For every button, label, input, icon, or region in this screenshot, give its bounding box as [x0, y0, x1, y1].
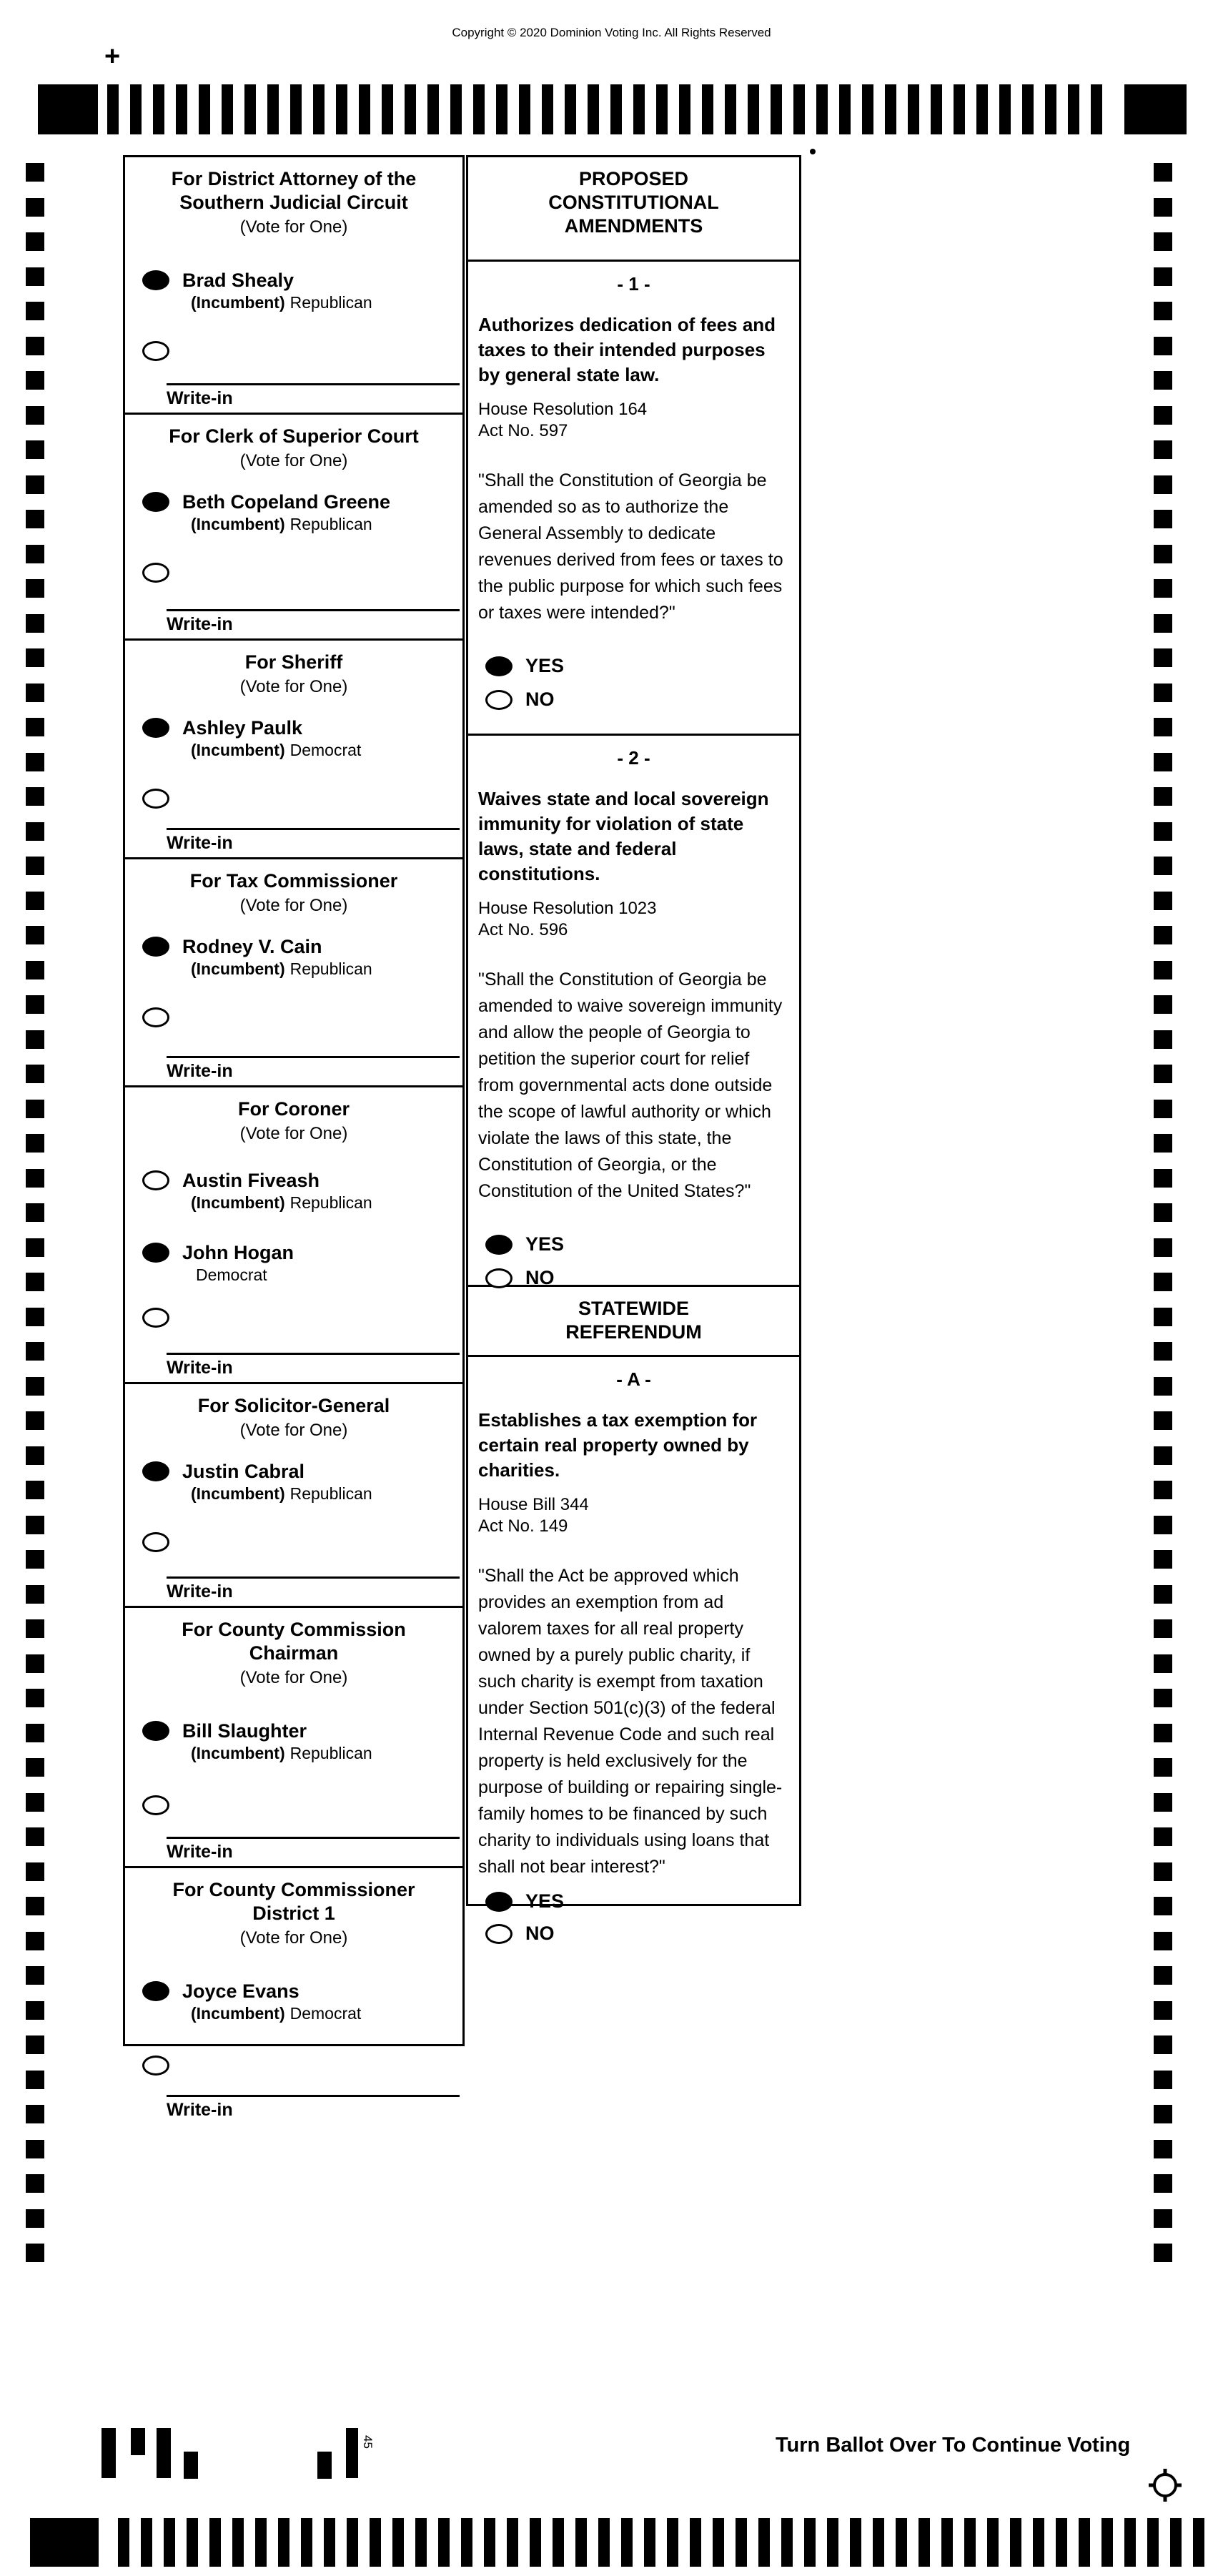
- vote-for-one-label: (Vote for One): [239, 896, 348, 915]
- no-label: NO: [525, 689, 555, 710]
- amendments-header: PROPOSED CONSTITUTIONAL AMENDMENTS: [468, 157, 799, 262]
- timing-bars: [107, 84, 1102, 134]
- vote-bubble[interactable]: [142, 1981, 169, 2001]
- write-in-option: [142, 1795, 462, 1815]
- vote-for-one-label: (Vote for One): [239, 1124, 348, 1143]
- measure-question: "Shall the Constitution of Georgia be amended so as to authorize the General Assembly to dedicate revenues derived from fees or taxes to the public purpose for which such fees or taxes were intended?": [478, 470, 783, 623]
- candidate-name: Ashley Paulk: [182, 717, 303, 739]
- write-in-area[interactable]: [167, 828, 460, 854]
- vote-bubble[interactable]: [142, 1795, 169, 1815]
- measure-number: - 2 -: [617, 747, 650, 769]
- vote-bubble[interactable]: [142, 1243, 169, 1263]
- candidate-name: Austin Fiveash: [182, 1170, 320, 1191]
- vote-bubble[interactable]: [142, 1170, 169, 1190]
- stub-barcode-bar: [157, 2428, 171, 2478]
- measure-amendment-2: [468, 747, 799, 1287]
- write-in-area[interactable]: [167, 1576, 460, 1602]
- race-title: For Tax Commissioner: [189, 870, 398, 892]
- candidate-name: Joyce Evans: [182, 1980, 299, 2002]
- vote-bubble[interactable]: [485, 690, 513, 710]
- candidate-option: [142, 937, 462, 979]
- no-label: NO: [525, 1923, 555, 1944]
- write-in-area[interactable]: [167, 1056, 460, 1082]
- yes-option: [485, 1890, 789, 1913]
- bottom-timing-marks: [0, 2518, 1223, 2567]
- referendum-header: STATEWIDE REFERENDUM: [468, 1287, 799, 1357]
- stub-barcode-bar: [101, 2428, 116, 2478]
- write-in-label: Write-in: [167, 1358, 233, 1378]
- candidate-name: Brad Shealy: [182, 270, 294, 291]
- race-title: For County Commission Chairman: [182, 1619, 406, 1664]
- write-in-area[interactable]: [167, 609, 460, 635]
- no-option: [485, 689, 789, 711]
- write-in-option: [142, 1007, 462, 1027]
- timing-block: [30, 2518, 99, 2567]
- vote-bubble[interactable]: [142, 718, 169, 738]
- vote-bubble[interactable]: [142, 1721, 169, 1741]
- candidate-option: [142, 718, 462, 760]
- registration-dot: [810, 149, 816, 154]
- race-title: For Clerk of Superior Court: [169, 425, 419, 447]
- stub-barcode-bar: [317, 2452, 332, 2479]
- vote-bubble[interactable]: [142, 1007, 169, 1027]
- timing-bars: [118, 2518, 1204, 2567]
- no-label: NO: [525, 1267, 555, 1288]
- yes-option: [485, 1233, 789, 1255]
- write-in-option: [142, 2056, 462, 2076]
- write-in-label: Write-in: [167, 1581, 233, 1602]
- measure-amendment-1: [468, 273, 799, 736]
- measure-summary: Establishes a tax exemption for certain real property owned by charities.: [478, 1409, 758, 1481]
- candidate-party: (Incumbent) Republican: [191, 1744, 372, 1762]
- vote-bubble[interactable]: [485, 1892, 513, 1912]
- candidate-name: John Hogan: [182, 1242, 294, 1263]
- candidate-party: (Incumbent) Republican: [191, 515, 372, 533]
- race-sheriff: [125, 651, 462, 859]
- stub-number: 45: [361, 2435, 375, 2449]
- measure-referendum-a: [468, 1368, 799, 1944]
- vote-bubble[interactable]: [485, 1268, 513, 1288]
- race-title: For County Commissioner District 1: [172, 1879, 415, 1924]
- yes-label: YES: [525, 1233, 565, 1255]
- yes-label: YES: [525, 1890, 565, 1912]
- timing-block: [38, 84, 98, 134]
- candidate-option: [142, 1243, 462, 1285]
- vote-for-one-label: (Vote for One): [239, 217, 348, 237]
- vote-bubble[interactable]: [142, 1308, 169, 1328]
- yes-option: [485, 655, 789, 677]
- stub-barcode-bar: [131, 2428, 145, 2455]
- write-in-area[interactable]: [167, 1837, 460, 1862]
- race-county-commissioner-district-1: [125, 1878, 462, 2124]
- measure-summary: Waives state and local sovereign immunity for violation of state laws, state and federal constitutions.: [478, 788, 769, 884]
- candidate-party: (Incumbent) Republican: [191, 959, 372, 978]
- race-title: For Sheriff: [244, 651, 343, 673]
- stub-barcode-bar: [346, 2428, 358, 2478]
- write-in-label: Write-in: [167, 2100, 233, 2120]
- race-title: For Solicitor-General: [197, 1395, 390, 1416]
- write-in-option: [142, 341, 462, 361]
- candidate-party: (Incumbent) Republican: [191, 1193, 372, 1212]
- measure-question: "Shall the Constitution of Georgia be amended to waive sovereign immunity and allow the people of Georgia to petition the superior court for relief from governmental acts done outside the scope of lawful authority or which violate the laws of this state, the Constitution of Georgia, or the Constitution of the United States?": [478, 969, 783, 1201]
- candidate-option: [142, 492, 462, 534]
- race-tax-commissioner: [125, 869, 462, 1087]
- vote-bubble[interactable]: [142, 492, 169, 512]
- write-in-area[interactable]: [167, 1353, 460, 1378]
- race-coroner: [125, 1097, 462, 1384]
- candidate-name: Beth Copeland Greene: [182, 491, 391, 513]
- write-in-option: [142, 1532, 462, 1552]
- candidate-option: [142, 1461, 462, 1504]
- vote-for-one-label: (Vote for One): [239, 1668, 348, 1687]
- vote-bubble[interactable]: [142, 270, 169, 290]
- no-option: [485, 1267, 789, 1289]
- candidate-name: Rodney V. Cain: [182, 936, 322, 957]
- candidate-party: (Incumbent) Republican: [191, 1484, 372, 1503]
- registration-target-icon: [1147, 2467, 1184, 2504]
- vote-for-one-label: (Vote for One): [239, 451, 348, 470]
- vote-bubble[interactable]: [142, 563, 169, 583]
- measure-number: - A -: [616, 1368, 651, 1390]
- vote-bubble[interactable]: [142, 2056, 169, 2076]
- candidate-party: (Incumbent) Democrat: [191, 2004, 362, 2023]
- measure-question: "Shall the Act be approved which provides an exemption from ad valorem taxes for all real property owned by a purely public charity, if such charity is exempt from taxation under Section 501(c)(3) of the federal Internal Revenue Code and such real property is held exclusively for the purpose of building or repairing single-family homes to be financed by such charity to individuals using loans that shall not bear interest?": [478, 1566, 783, 1877]
- vote-bubble[interactable]: [485, 656, 513, 676]
- measure-authority: House Resolution 164 Act No. 597: [478, 400, 648, 440]
- candidate-name: Bill Slaughter: [182, 1720, 307, 1742]
- measure-number: - 1 -: [617, 273, 650, 295]
- write-in-area[interactable]: [167, 2095, 460, 2121]
- vote-bubble[interactable]: [485, 1924, 513, 1944]
- write-in-area[interactable]: [167, 383, 460, 409]
- write-in-option: [142, 789, 462, 809]
- races-column: [123, 155, 465, 2120]
- write-in-option: [142, 563, 462, 583]
- write-in-label: Write-in: [167, 1842, 233, 1862]
- measures-column: [466, 155, 801, 1944]
- vote-bubble[interactable]: [142, 1532, 169, 1552]
- candidate-option: [142, 1170, 462, 1213]
- write-in-label: Write-in: [167, 614, 233, 634]
- race-title: For District Attorney of the Southern Judicial Circuit: [171, 168, 417, 213]
- alignment-plus-icon: +: [104, 41, 121, 71]
- vote-bubble[interactable]: [142, 341, 169, 361]
- candidate-party: (Incumbent) Democrat: [191, 741, 362, 759]
- candidate-option: [142, 270, 462, 312]
- measure-authority: House Bill 344 Act No. 149: [478, 1495, 589, 1536]
- vote-bubble[interactable]: [142, 1461, 169, 1481]
- candidate-option: [142, 1721, 462, 1763]
- copyright-text: Copyright © 2020 Dominion Voting Inc. All Rights Reserved: [452, 26, 771, 39]
- measure-authority: House Resolution 1023 Act No. 596: [478, 899, 657, 939]
- left-timing-column: [26, 163, 44, 2262]
- write-in-option: [142, 1308, 462, 1328]
- turn-ballot-instruction: Turn Ballot Over To Continue Voting: [776, 2434, 1131, 2457]
- race-county-commission-chairman: [125, 1618, 462, 1868]
- candidate-party: Democrat: [196, 1265, 267, 1284]
- race-title: For Coroner: [237, 1098, 350, 1120]
- vote-bubble[interactable]: [142, 789, 169, 809]
- candidate-party: (Incumbent) Republican: [191, 293, 372, 312]
- write-in-label: Write-in: [167, 833, 233, 853]
- no-option: [485, 1923, 789, 1945]
- candidate-name: Justin Cabral: [182, 1461, 305, 1482]
- write-in-label: Write-in: [167, 388, 233, 408]
- yes-label: YES: [525, 655, 565, 676]
- vote-for-one-label: (Vote for One): [239, 1421, 348, 1440]
- top-timing-marks: [0, 84, 1223, 134]
- candidate-option: [142, 1981, 462, 2023]
- write-in-label: Write-in: [167, 1061, 233, 1081]
- race-district-attorney: [125, 167, 462, 415]
- stub-barcode-bar: [184, 2452, 198, 2479]
- timing-block: [1124, 84, 1187, 134]
- vote-bubble[interactable]: [142, 937, 169, 957]
- vote-for-one-label: (Vote for One): [239, 1928, 348, 1948]
- vote-bubble[interactable]: [485, 1235, 513, 1255]
- race-solicitor-general: [125, 1394, 462, 1608]
- right-timing-column: [1154, 163, 1172, 2262]
- race-clerk-superior-court: [125, 425, 462, 641]
- vote-for-one-label: (Vote for One): [239, 677, 348, 696]
- measure-summary: Authorizes dedication of fees and taxes to their intended purposes by general state law.: [478, 314, 776, 385]
